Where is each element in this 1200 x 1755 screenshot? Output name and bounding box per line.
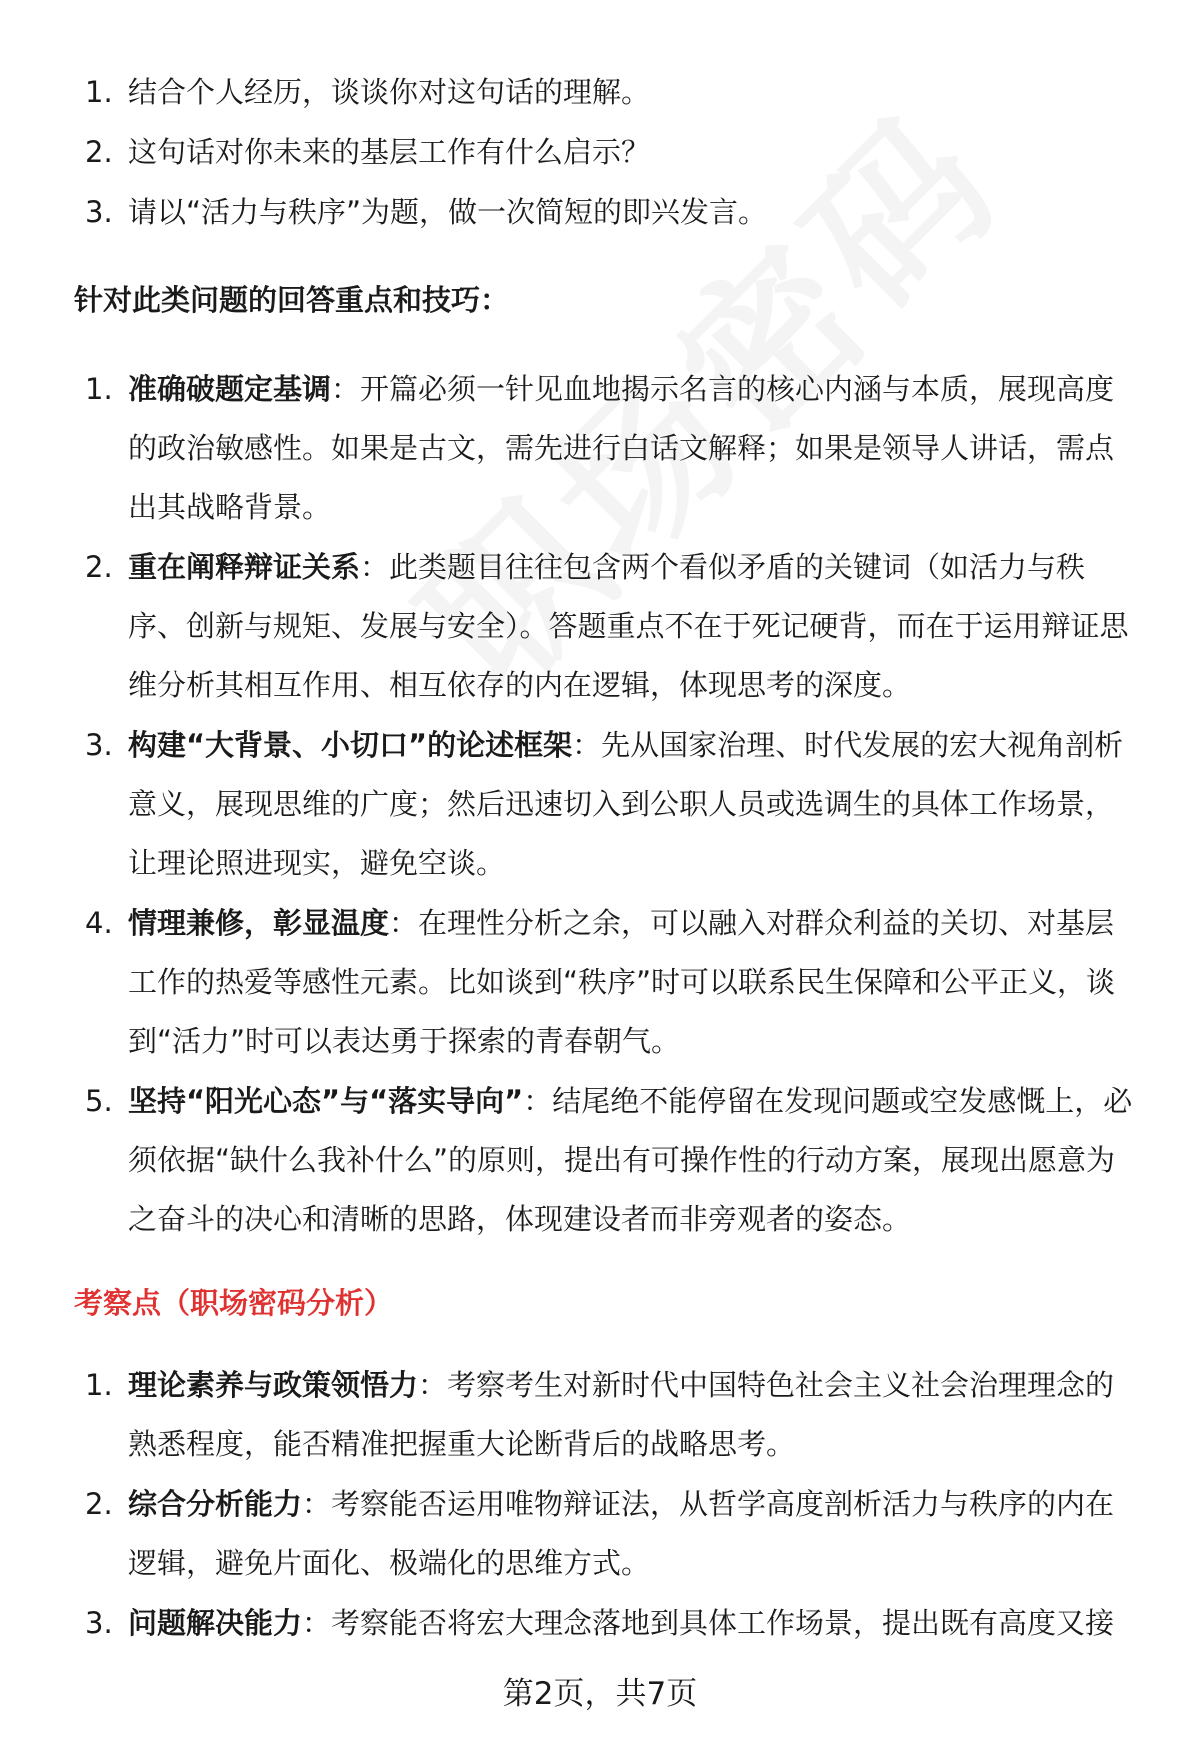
evaluation-list: [0, 1356, 1140, 1654]
tip-label: 情理兼修，彰显温度: [128, 906, 390, 940]
evaluation-label: 综合分析能力: [128, 1487, 303, 1521]
tip-label: 准确破题定基调: [128, 372, 332, 406]
page-number-footer: 第2页，共7页: [502, 1676, 698, 1712]
list-number: 1.: [85, 75, 113, 109]
question-item: [0, 182, 1140, 242]
tip-label: 构建“大背景、小切口”的论述框架: [128, 728, 573, 762]
list-number: 1.: [85, 372, 113, 406]
evaluation-text: ：考察考生对新时代中国特色社会主义社会治理理念的熟悉程度，能否精准把握重大论断背后的战略思考。: [128, 1368, 1115, 1461]
list-number: 3.: [85, 728, 113, 762]
list-number: 3.: [85, 195, 113, 229]
evaluation-item: [0, 1594, 1140, 1653]
list-number: 4.: [85, 906, 113, 940]
tip-text: ：结尾绝不能停留在发现问题或空发感慨上，必须依据“缺什么我补什么”的原则，提出有可操作性的行动方案，展现出愿意为之奋斗的决心和清晰的思路，体现建设者而非旁观者的姿态。: [128, 1084, 1133, 1236]
tip-text: ：先从国家治理、时代发展的宏大视角剖析意义，展现思维的广度；然后迅速切入到公职人员或选调生的具体工作场景，让理论照进现实，避免空谈。: [128, 728, 1124, 880]
evaluation-text: ：考察能否运用唯物辩证法，从哲学高度剖析活力与秩序的内在逻辑，避免片面化、极端化的思维方式。: [128, 1487, 1115, 1580]
tips-list: [0, 360, 1140, 1250]
evaluation-item: [0, 1475, 1140, 1593]
list-number: 3.: [85, 1606, 113, 1640]
tip-item: [0, 1072, 1140, 1249]
tip-item: [0, 538, 1140, 715]
question-item: [0, 62, 1140, 122]
evaluation-label: 理论素养与政策领悟力: [128, 1368, 419, 1402]
evaluation-heading: 考察点（职场密码分析）: [74, 1286, 394, 1320]
tip-label: 坚持“阳光心态”与“落实导向”: [128, 1084, 524, 1118]
list-number: 2.: [85, 135, 113, 169]
list-number: 2.: [85, 1487, 113, 1521]
evaluation-item: [0, 1356, 1140, 1474]
evaluation-label: 问题解决能力: [128, 1606, 303, 1640]
tip-text: ：在理性分析之余，可以融入对群众利益的关切、对基层工作的热爱等感性元素。比如谈到“秩序”时可以联系民生保障和公平正义，谈到“活力”时可以表达勇于探索的青春朝气。: [128, 906, 1116, 1058]
list-number: 5.: [85, 1084, 113, 1118]
tip-label: 重在阐释辩证关系: [128, 550, 361, 584]
tip-item: [0, 360, 1140, 537]
evaluation-text: ：考察能否将宏大理念落地到具体工作场景，提出既有高度又接: [302, 1606, 1115, 1640]
question-text: 这句话对你未来的基层工作有什么启示？: [128, 135, 651, 169]
tip-text: ：此类题目往往包含两个看似矛盾的关键词（如活力与秩序、创新与规矩、发展与安全）。答题重点不在于死记硬背，而在于运用辩证思维分析其相互作用、相互依存的内在逻辑，体现思考的深度。: [128, 550, 1129, 702]
tip-item: [0, 894, 1140, 1071]
list-number: 2.: [85, 550, 113, 584]
tip-item: [0, 716, 1140, 893]
tips-heading: 针对此类问题的回答重点和技巧：: [74, 283, 510, 317]
tip-text: ：开篇必须一针见血地揭示名言的核心内涵与本质，展现高度的政治敏感性。如果是古文，需先进行白话文解释；如果是领导人讲话，需点出其战略背景。: [128, 372, 1115, 524]
question-text: 请以“活力与秩序”为题，做一次简短的即兴发言。: [128, 195, 768, 229]
question-item: [0, 122, 1140, 182]
question-list: [0, 62, 1140, 242]
list-number: 1.: [85, 1368, 113, 1402]
question-text: 结合个人经历，谈谈你对这句话的理解。: [128, 75, 651, 109]
